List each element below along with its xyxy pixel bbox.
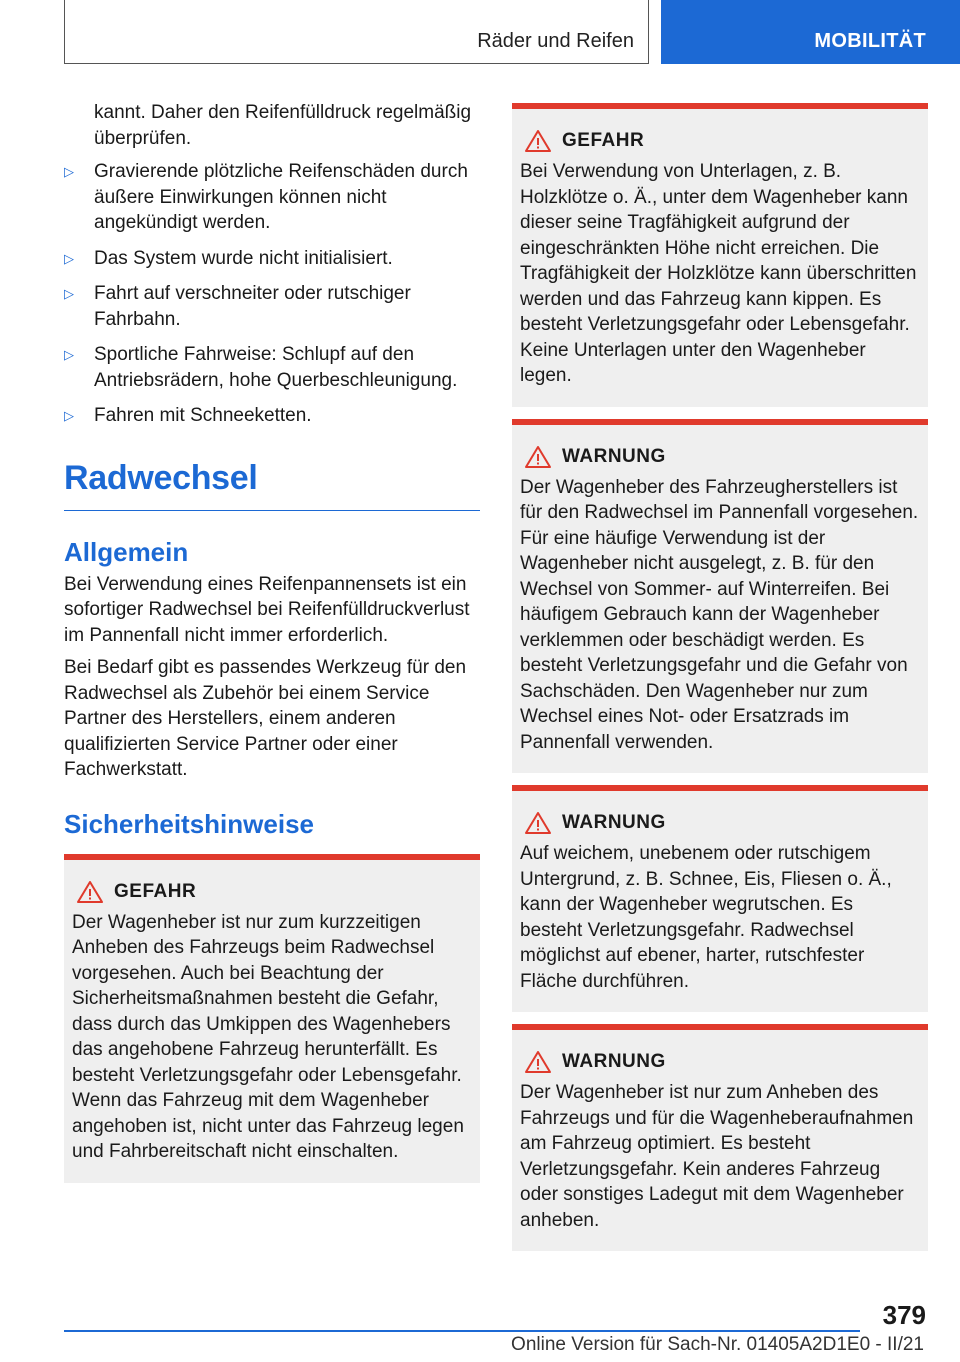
warning-triangle-icon bbox=[76, 880, 104, 904]
warning-triangle-icon bbox=[524, 445, 552, 469]
warning-title: GEFAHR bbox=[114, 880, 197, 902]
left-column bbox=[64, 100, 480, 1195]
warning-text: Der Wagenheber ist nur zum kurzzeitigen Anheben des Fahrzeugs beim Radwechsel vorgesehen. Auch bei Beachtung der Sicherheitsmaßnahmen besteht die Gefahr, dass durch das Umkippen des Wagenhebers das angehobene Fahrzeug herunterfällt. Es besteht Verletzungsgefahr oder Lebensgefahr. Wenn das Fahrzeug mit dem Wagenheber angehoben ist, nicht unter das Fahrzeug legen und Fahrbereitschaft nicht einschalten. bbox=[72, 911, 464, 1162]
footer-online-version[interactable]: Online Version für Sach-Nr. 01405A2D1E0 - II/21 bbox=[511, 1334, 924, 1355]
footer-divider bbox=[64, 1330, 860, 1332]
page-number: 379 bbox=[882, 1300, 926, 1330]
warning-title: WARNUNG bbox=[562, 812, 666, 833]
warning-box bbox=[512, 1024, 928, 1251]
list-item: ▷ Fahren mit Schneeketten. bbox=[64, 403, 480, 429]
warning-text: Der Wagenheber des Fahrzeugherstellers ist für den Radwechsel im Pannenfall vorgesehen. Für eine häufige Verwendung ist der Wagenheber nicht ausgelegt, z. B. für den Wechsel von Sommer- auf Winterreifen. Bei häufigem Gebrauch kann der Wagenheber verklemmen oder beschädigt werden. Es besteht Verletzungsgefahr und die Gefahr von Sachschäden. Den Wagenheber nur zum Wechsel eines Not- oder Ersatzrads im Pannenfall verwenden. bbox=[520, 476, 919, 753]
continued-bullet-text: kannt. Daher den Reifenfülldruck regelmäßig überprüfen. bbox=[94, 102, 472, 149]
warning-triangle-icon bbox=[524, 1050, 552, 1074]
list-item: ▷ Das System wurde nicht initialisiert. bbox=[64, 246, 480, 272]
triangle-bullet-icon: ▷ bbox=[64, 250, 74, 266]
list-item: ▷ Sportliche Fahrweise: Schlupf auf den Antriebsrädern, hohe Querbeschleunigung. bbox=[64, 344, 458, 391]
paragraph: Bei Verwendung eines Reifenpannensets ist ein sofortiger Radwechsel bei Reifenfülldruckverlust im Pannenfall nicht immer erforderlich. bbox=[64, 573, 470, 646]
warning-text: Der Wagenheber ist nur zum Anheben des Fahrzeugs und für die Wagenheberaufnahmen am Fahrzeug optimiert. Es besteht Verletzungsgefahr. Kein anderes Fahrzeug oder sonstiges Ladegut mit dem Wagenheber anheben. bbox=[520, 1082, 914, 1231]
cause-list bbox=[64, 159, 480, 429]
warning-text: Auf weichem, unebenem oder rutschigem Untergrund, z. B. Schnee, Eis, Fliesen o. Ä., kann der Wagenheber wegrutschen. Es besteht Verletzungsgefahr. Radwechsel möglichst auf ebener, harter, rutschfester Fläche durchführen. bbox=[520, 843, 892, 992]
section-title-safety: Sicherheitshinweise bbox=[64, 808, 314, 839]
warning-triangle-icon bbox=[524, 811, 552, 835]
section-title-general: Allgemein bbox=[64, 536, 189, 567]
list-item: ▷ Fahrt auf verschneiter oder rutschiger Fahrbahn. bbox=[64, 283, 411, 330]
right-column bbox=[512, 103, 928, 1263]
warning-box bbox=[512, 419, 928, 774]
chapter-title: Radwechsel bbox=[64, 459, 480, 511]
warning-triangle-icon bbox=[524, 129, 552, 153]
warning-text: Bei Verwendung von Unterlagen, z. B. Holzklötze o. Ä., unter dem Wagenheber kann dieser seine Tragfähigkeit aufgrund der eingeschränkten Höhe nicht erreichen. Die Tragfähigkeit der Holzklötze kann überschritten werden und das Fahrzeug kann kippen. Es besteht Verletzungsgefahr oder Lebensgefahr. Keine Unterlagen unter den Wagenheber legen. bbox=[520, 161, 917, 386]
warning-title: GEFAHR bbox=[562, 130, 645, 151]
header-section-title: Räder und Reifen bbox=[477, 30, 634, 52]
list-item: ▷ Gravierende plötzliche Reifenschäden durch äußere Einwirkungen können nicht angekündigt werden. bbox=[64, 161, 468, 233]
header-chapter-label: MOBILITÄT bbox=[814, 30, 926, 52]
warning-box bbox=[512, 103, 928, 407]
warning-box bbox=[64, 854, 480, 1183]
paragraph: Bei Bedarf gibt es passendes Werkzeug für den Radwechsel als Zubehör bei einem Service Partner des Herstellers, einem anderen qualifizierten Service Partner oder einer Fachwerkstatt. bbox=[64, 657, 467, 780]
triangle-bullet-icon: ▷ bbox=[64, 286, 74, 301]
header-chapter-tab[interactable] bbox=[661, 0, 960, 64]
warning-title: WARNUNG bbox=[562, 445, 666, 467]
warning-title: WARNUNG bbox=[562, 1051, 666, 1072]
warning-box bbox=[512, 785, 928, 1012]
triangle-bullet-icon: ▷ bbox=[64, 347, 74, 362]
triangle-bullet-icon: ▷ bbox=[64, 164, 74, 179]
triangle-bullet-icon: ▷ bbox=[64, 408, 74, 423]
